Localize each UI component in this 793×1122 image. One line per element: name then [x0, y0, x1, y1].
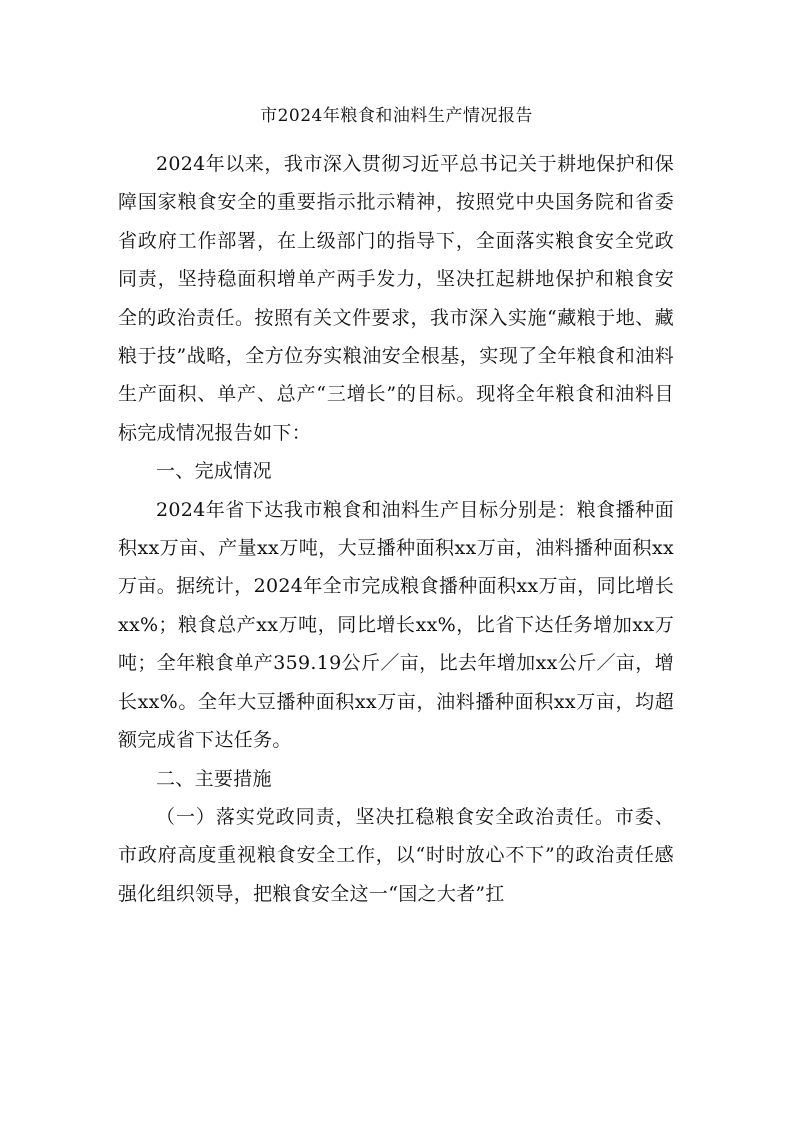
measures-paragraph: （一）落实党政同责，坚决扛稳粮食安全政治责任。市委、市政府高度重视粮食安全工作，以“时时放心不下”的政治责任感强化组织领导，把粮食安全这一“国之大者”扛 — [118, 805, 674, 905]
completion-paragraph: 2024年省下达我市粮食和油料生产目标分别是：粮食播种面积xx万亩、产量xx万吨，大豆播种面积xx万亩，油料播种面积xx万亩。据统计，2024年全市完成粮食播种面积xx万亩，同比增长xx%；粮食总产xx万吨，同比增长xx%，比省下达任务增加xx万吨；全年粮食单产359.19公斤／亩，比去年增加xx公斤／亩，增长xx%。全年大豆播种面积xx万亩，油料播种面积xx万亩，均超额完成省下达任务。 — [118, 498, 674, 752]
section-heading-measures: 二、主要措施 — [156, 767, 272, 790]
intro-paragraph: 2024年以来，我市深入贯彻习近平总书记关于耕地保护和保障国家粮食安全的重要指示批示精神，按照党中央国务院和省委省政府工作部署，在上级部门的指导下，全面落实粮食安全党政同责，坚持稳面积增单产两手发力，坚决扛起耕地保护和粮食安全的政治责任。按照有关文件要求，我市深入实施“藏粮于地、藏粮于技”战略，全方位夯实粮油安全根基，实现了全年粮食和油料生产面积、单产、总产“三增长”的目标。现将全年粮食和油料目标完成情况报告如下： — [118, 153, 674, 444]
section-heading-completion: 一、完成情况 — [156, 460, 272, 483]
document-title: 市2024年粮食和油料生产情况报告 — [260, 106, 533, 126]
document-body — [118, 145, 674, 913]
